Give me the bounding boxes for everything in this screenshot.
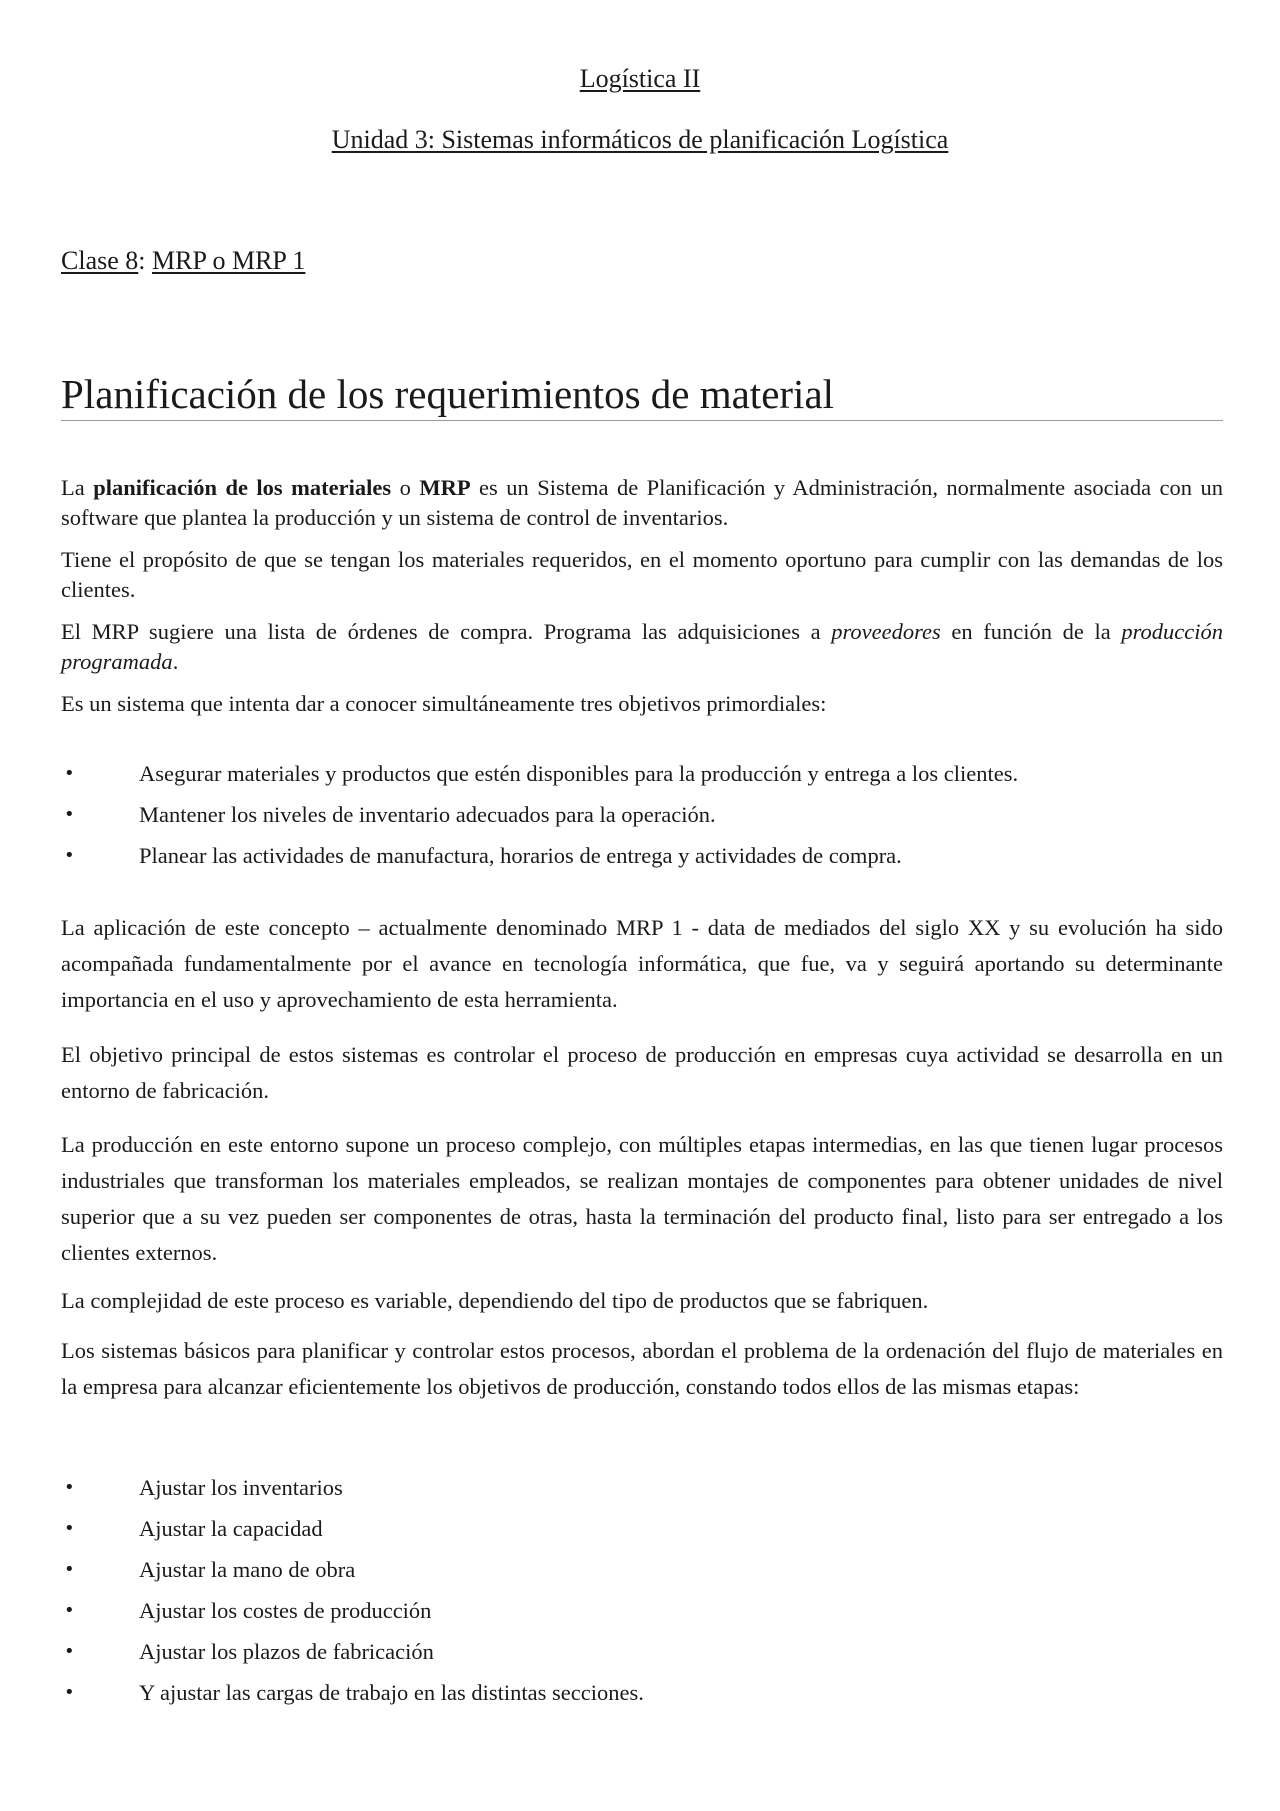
paragraph-purpose: Tiene el propósito de que se tengan los materiales requeridos, en el momento oportuno para cumplir con las demandas de los clientes.	[61, 547, 1223, 602]
list-item-text: Y ajustar las cargas de trabajo en las distintas secciones.	[139, 1680, 644, 1705]
list-item	[61, 1637, 1223, 1678]
unit-title-text: Unidad 3: Sistemas informáticos de planificación Logística	[331, 125, 949, 154]
paragraph-orders	[61, 617, 1223, 677]
list-item	[61, 759, 1223, 800]
italic-term-programmed-production: producción programada	[61, 619, 1223, 674]
bullet-icon: •	[64, 1682, 75, 1703]
bullet-icon: •	[64, 1518, 75, 1539]
list-item	[61, 1473, 1223, 1514]
list-item	[61, 800, 1223, 841]
bullet-icon: •	[64, 1559, 75, 1580]
list-item	[61, 1555, 1223, 1596]
paragraph-objectives-intro: Es un sistema que intenta dar a conocer simultáneamente tres objetivos primordiales:	[61, 691, 827, 716]
list-item-text: Mantener los niveles de inventario adecuados para la operación.	[139, 802, 716, 827]
list-item	[61, 841, 1223, 882]
text-run: .	[172, 649, 179, 674]
stages-list	[61, 1473, 1223, 1719]
paragraph-main-objective: El objetivo principal de estos sistemas es controlar el proceso de producción en empresas cuya actividad se desarrolla en un entorno de fabricación.	[61, 1042, 1223, 1103]
paragraph-intro	[61, 473, 1223, 533]
list-item	[61, 1596, 1223, 1637]
list-item-text: Ajustar la capacidad	[139, 1516, 323, 1541]
class-topic: MRP o MRP 1	[152, 246, 306, 275]
bullet-icon: •	[64, 845, 75, 866]
bullet-icon: •	[64, 1477, 75, 1498]
class-label: Clase 8	[61, 246, 139, 275]
course-title-text: Logística II	[579, 64, 701, 93]
text-run: El MRP sugiere una lista de órdenes de compra. Programa las adquisiciones a	[61, 619, 832, 644]
paragraph-history: La aplicación de este concepto – actualmente denominado MRP 1 - data de mediados del siglo XX y su evolución ha sido acompañada fundamentalmente por el avance en tecnología informática, que fue, va y seguirá aportando su determinante importancia en el uso y aprovechamiento de esta herramienta.	[61, 915, 1223, 1012]
objectives-list	[61, 759, 1223, 882]
list-item	[61, 1678, 1223, 1719]
list-item-text: Planear las actividades de manufactura, horarios de entrega y actividades de compra.	[139, 843, 902, 868]
unit-title	[0, 125, 1280, 155]
text-run: La	[61, 475, 94, 500]
list-item	[61, 1514, 1223, 1555]
paragraph-complexity: La complejidad de este proceso es variable, dependiendo del tipo de productos que se fabriquen.	[61, 1288, 929, 1313]
class-separator: :	[138, 246, 146, 275]
text-run: en función de la	[940, 619, 1122, 644]
paragraph-basic-systems: Los sistemas básicos para planificar y controlar estos procesos, abordan el problema de la ordenación del flujo de materiales en la empresa para alcanzar eficientemente los objetivos de producción, constando todos ellos de las mismas etapas:	[61, 1338, 1223, 1399]
paragraph-production-process: La producción en este entorno supone un proceso complejo, con múltiples etapas intermedias, en las que tienen lugar procesos industriales que transforman los materiales empleados, se realizan montajes de componentes para obtener unidades de nivel superior que a su vez pueden ser componentes de otras, hasta la terminación del producto final, listo para ser entregado a los clientes externos.	[61, 1132, 1223, 1265]
bold-term-mrp: MRP	[419, 475, 471, 500]
list-item-text: Asegurar materiales y productos que estén disponibles para la producción y entrega a los clientes.	[139, 761, 1019, 786]
bullet-icon: •	[64, 1641, 75, 1662]
italic-term-providers: proveedores	[831, 619, 941, 644]
list-item-text: Ajustar los plazos de fabricación	[139, 1639, 434, 1664]
list-item-text: Ajustar la mano de obra	[139, 1557, 356, 1582]
text-run: es un Sistema de Planificación y Administración, normalmente asociada con un software que plantea la producción y un sistema de control de inventarios.	[61, 475, 1223, 530]
list-item-text: Ajustar los costes de producción	[139, 1598, 432, 1623]
class-heading	[61, 246, 305, 276]
main-heading: Planificación de los requerimientos de material	[61, 370, 1223, 421]
bullet-icon: •	[64, 1600, 75, 1621]
bullet-icon: •	[64, 763, 75, 784]
text-run: o	[391, 475, 420, 500]
list-item-text: Ajustar los inventarios	[139, 1475, 343, 1500]
course-title	[0, 64, 1280, 94]
bold-term-mrp-long: planificación de los materiales	[93, 475, 392, 500]
bullet-icon: •	[64, 804, 75, 825]
